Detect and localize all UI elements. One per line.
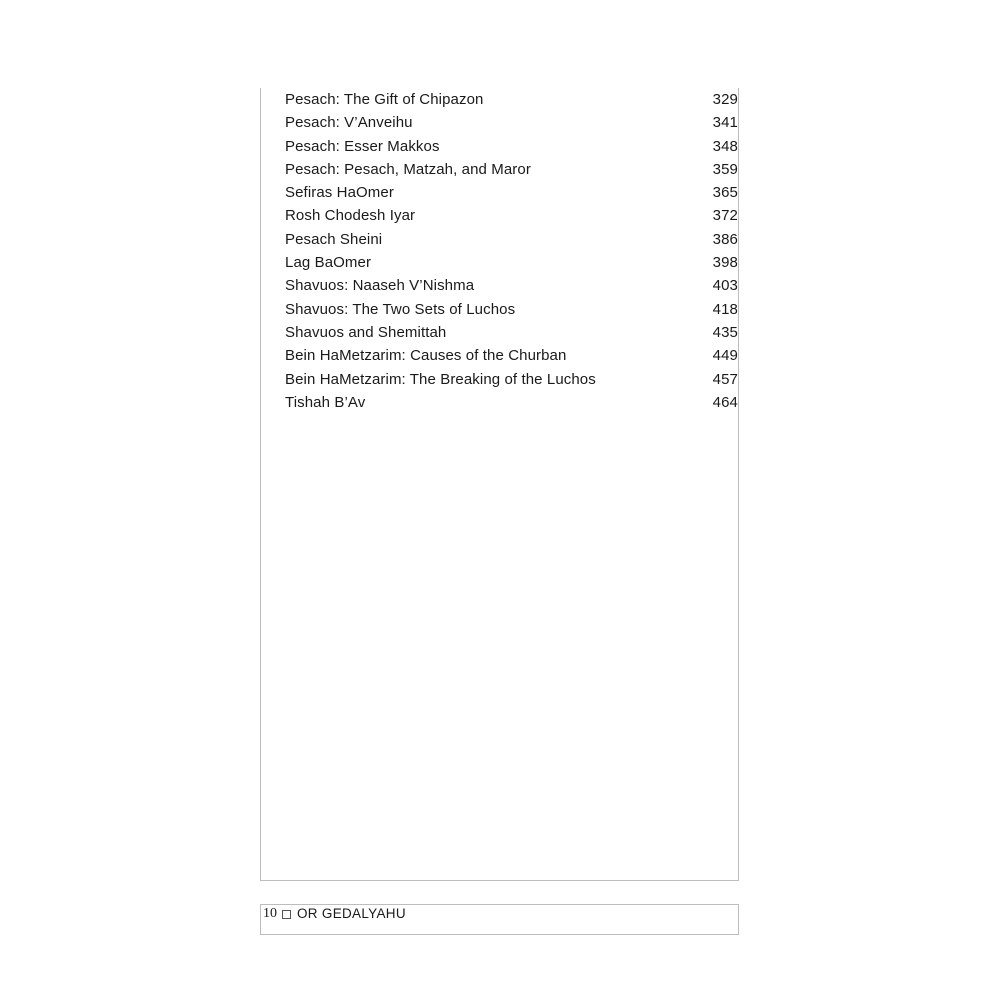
toc-entry-title: Shavuos: The Two Sets of Luchos — [285, 300, 516, 318]
toc-entry[interactable] — [285, 204, 738, 227]
toc-entry-page: 372 — [712, 207, 738, 225]
toc-entry[interactable] — [285, 135, 738, 158]
running-footer — [260, 904, 739, 935]
toc-entry-title: Pesach Sheini — [285, 230, 383, 248]
toc-entry-page: 329 — [712, 91, 738, 108]
footer-page-number: 10 — [263, 906, 277, 921]
toc-entry-title: Tishah B’Av — [285, 393, 366, 411]
toc-entry[interactable] — [285, 298, 738, 321]
toc-entry[interactable] — [285, 274, 738, 297]
toc-entry-page: 341 — [712, 114, 738, 132]
toc-entry[interactable] — [285, 88, 738, 111]
toc-entry[interactable] — [285, 181, 738, 204]
toc-entry-title: Lag BaOmer — [285, 254, 372, 272]
toc-entry-page: 457 — [712, 370, 738, 388]
toc-entry-title: Shavuos: Naaseh V’Nishma — [285, 277, 475, 295]
toc-entry-title: Pesach: Esser Makkos — [285, 137, 440, 155]
toc-entry-page: 435 — [712, 323, 738, 341]
toc-entry-title: Shavuos and Shemittah — [285, 323, 447, 341]
toc-entry-page: 449 — [712, 347, 738, 365]
toc-entry-page: 359 — [712, 160, 738, 178]
toc-entry[interactable] — [285, 111, 738, 134]
hollow-square-icon — [282, 910, 291, 919]
toc-entry-page: 348 — [712, 137, 738, 155]
toc-entry-title: Rosh Chodesh Iyar — [285, 207, 416, 225]
toc-entry[interactable] — [285, 391, 738, 414]
toc-entry-title: Pesach: V’Anveihu — [285, 114, 413, 132]
footer-line — [263, 905, 406, 923]
toc-entry[interactable] — [285, 344, 738, 367]
toc-entry-title: Pesach: Pesach, Matzah, and Maror — [285, 160, 531, 178]
toc-entry[interactable] — [285, 158, 738, 181]
toc-entry[interactable] — [285, 228, 738, 251]
toc-entry[interactable] — [285, 368, 738, 391]
toc-entry-title: Pesach: The Gift of Chipazon — [285, 91, 484, 108]
table-of-contents — [285, 88, 738, 414]
page-content-frame — [260, 88, 739, 881]
toc-entry-page: 464 — [712, 393, 738, 411]
toc-entry-title: Bein HaMetzarim: The Breaking of the Luchos — [285, 370, 596, 388]
toc-entry-title: Bein HaMetzarim: Causes of the Churban — [285, 347, 567, 365]
toc-entry-page: 365 — [712, 184, 738, 202]
toc-entry-page: 403 — [712, 277, 738, 295]
toc-entry[interactable] — [285, 251, 738, 274]
toc-entry[interactable] — [285, 321, 738, 344]
toc-entry-title: Sefiras HaOmer — [285, 184, 394, 202]
footer-book-title: OR GEDALYAHU — [297, 906, 406, 921]
toc-entry-page: 418 — [712, 300, 738, 318]
toc-entry-page: 386 — [712, 230, 738, 248]
toc-entry-page: 398 — [712, 254, 738, 272]
